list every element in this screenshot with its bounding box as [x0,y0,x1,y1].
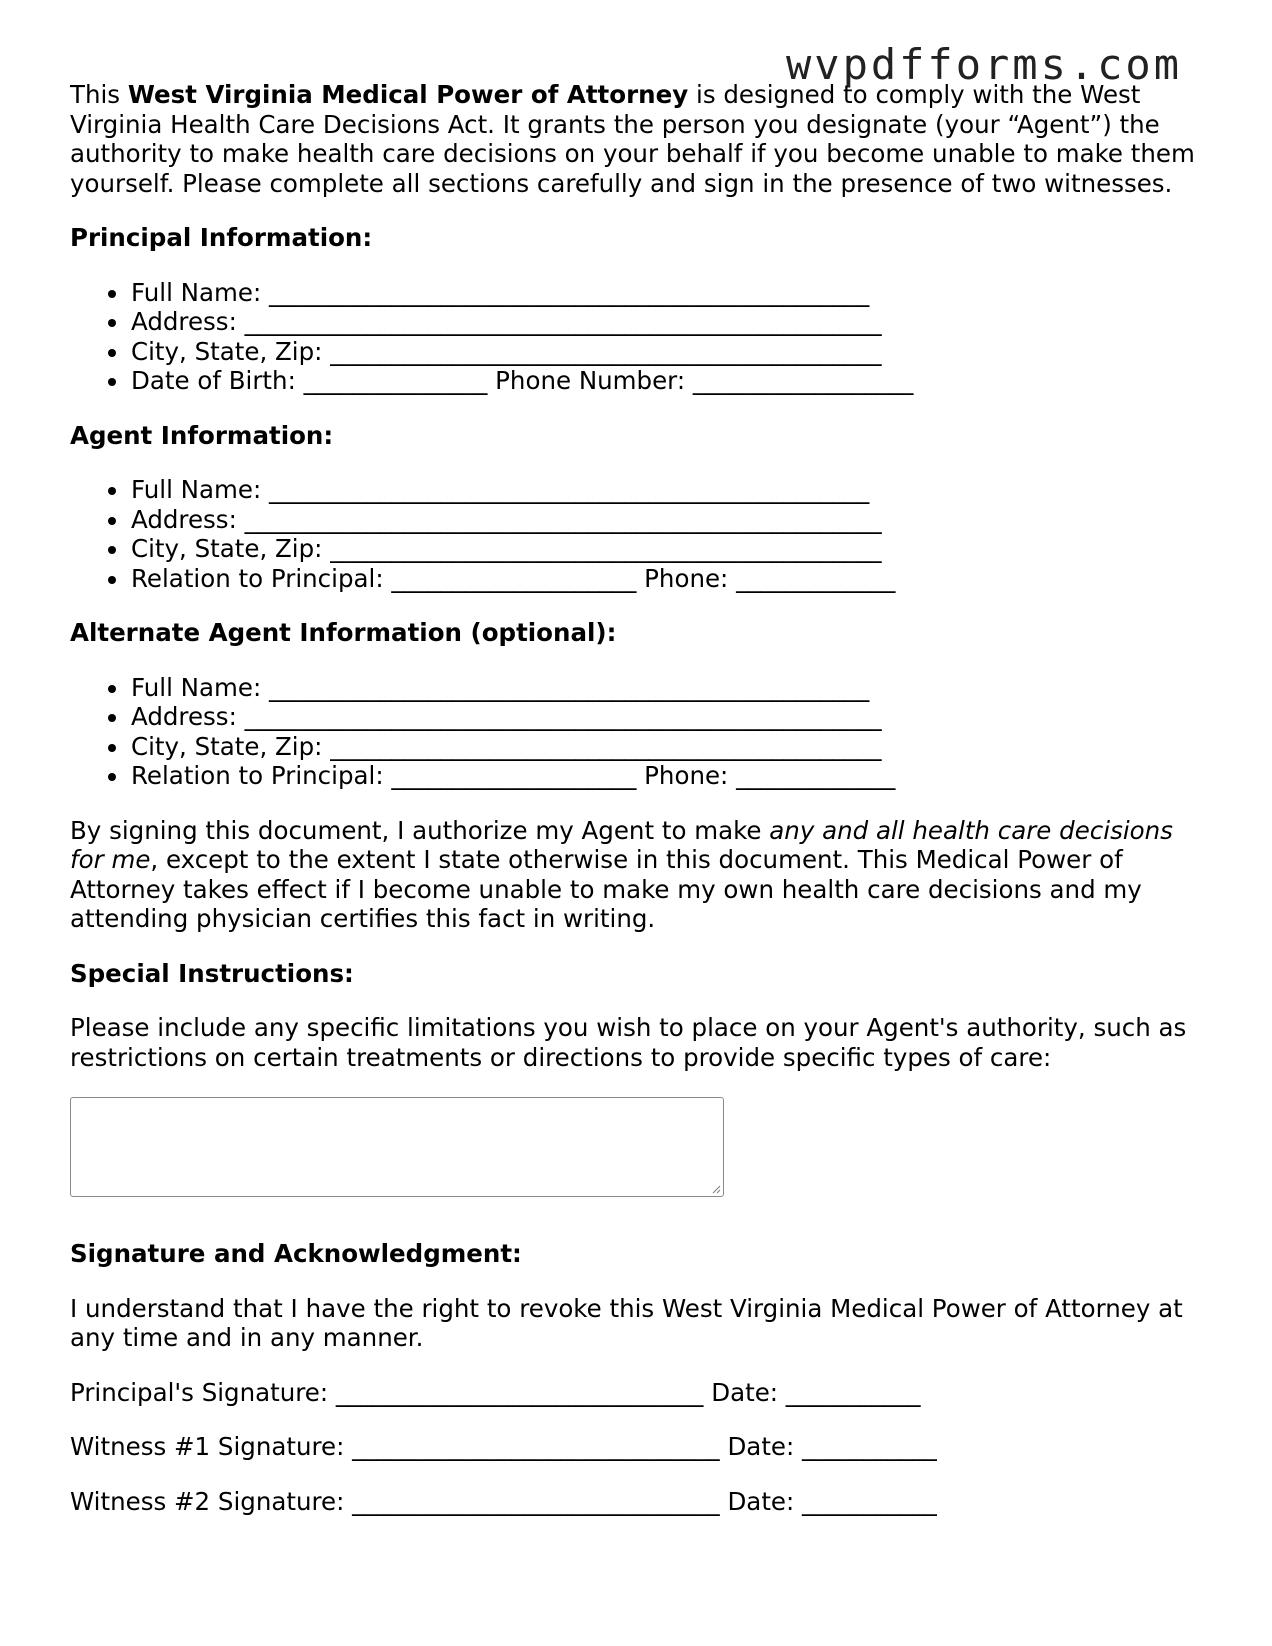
authorization-paragraph [70,816,1210,934]
intro-prefix: This [70,80,128,109]
principal-dob-phone-field[interactable]: Date of Birth: _______________ Phone Number: __________________ [131,366,1210,396]
principal-address-field[interactable]: Address: ____________________________________________________ [131,307,1210,337]
principal-city-state-zip-field[interactable]: City, State, Zip: _____________________________________________ [131,337,1210,367]
alternate-agent-fields [70,673,1210,791]
form-title: West Virginia Medical Power of Attorney [127,80,689,109]
authorization-suffix: , except to the extent I state otherwise in this document. This Medical Power of Attorney takes effect if I become unable to make my own health care decisions and my attending physician certifies this fact in writing. [70,845,1142,933]
special-instructions-text: Please include any specific limitations you wish to place on your Agent's authority, such as restrictions on certain treatments or directions to provide specific types of care: [70,1013,1187,1072]
authorization-prefix: By signing this document, I authorize my Agent to make [70,815,770,845]
witness-1-signature-line[interactable]: Witness #1 Signature: ______________________________ Date: ___________ [70,1432,937,1461]
agent-fields [70,475,1210,593]
witness-2-signature-line[interactable]: Witness #2 Signature: ______________________________ Date: ___________ [70,1486,937,1516]
alternate-address-field[interactable]: Address: ____________________________________________________ [131,702,1210,732]
resize-grip-icon[interactable] [711,1184,721,1194]
principal-signature-line[interactable]: Principal's Signature: ______________________________ Date: ___________ [70,1377,921,1407]
revocation-text: I understand that I have the right to revoke this West Virginia Medical Power of Attorney at any time and in any manner. [70,1293,1183,1352]
principal-full-name-field[interactable]: Full Name: _________________________________________________ [131,278,1210,308]
principal-fields [70,278,1210,396]
intro-suffix: is designed to comply with the West Virginia Health Care Decisions Act. It grants the person you designate (your “Agent”) the authority to make health care decisions on your behalf if you become unable to make them yourself. Please complete all sections carefully and sign in the presence of two witnesses. [70,80,1195,198]
agent-relation-phone-field[interactable]: Relation to Principal: ____________________ Phone: _____________ [131,564,1210,594]
agent-full-name-field[interactable]: Full Name: _________________________________________________ [131,475,1210,505]
agent-heading: Agent Information: [70,420,334,450]
special-instructions-heading: Special Instructions: [70,958,354,988]
site-watermark: wvpdfforms.com [786,40,1183,89]
agent-city-state-zip-field[interactable]: City, State, Zip: _____________________________________________ [131,534,1210,564]
signature-heading: Signature and Acknowledgment: [70,1239,522,1268]
principal-heading: Principal Information: [70,223,373,252]
alternate-relation-phone-field[interactable]: Relation to Principal: ____________________ Phone: _____________ [131,761,1210,791]
form-document [70,80,1210,1541]
agent-address-field[interactable]: Address: ____________________________________________________ [131,505,1210,535]
special-instructions-textarea[interactable] [70,1097,724,1197]
alternate-agent-heading: Alternate Agent Information (optional): [70,618,617,647]
alternate-full-name-field[interactable]: Full Name: _________________________________________________ [131,673,1210,703]
authorization-emphasis: any and all health care decisions for me [70,815,1173,874]
alternate-city-state-zip-field[interactable]: City, State, Zip: _____________________________________________ [131,732,1210,762]
intro-paragraph [70,80,1210,198]
